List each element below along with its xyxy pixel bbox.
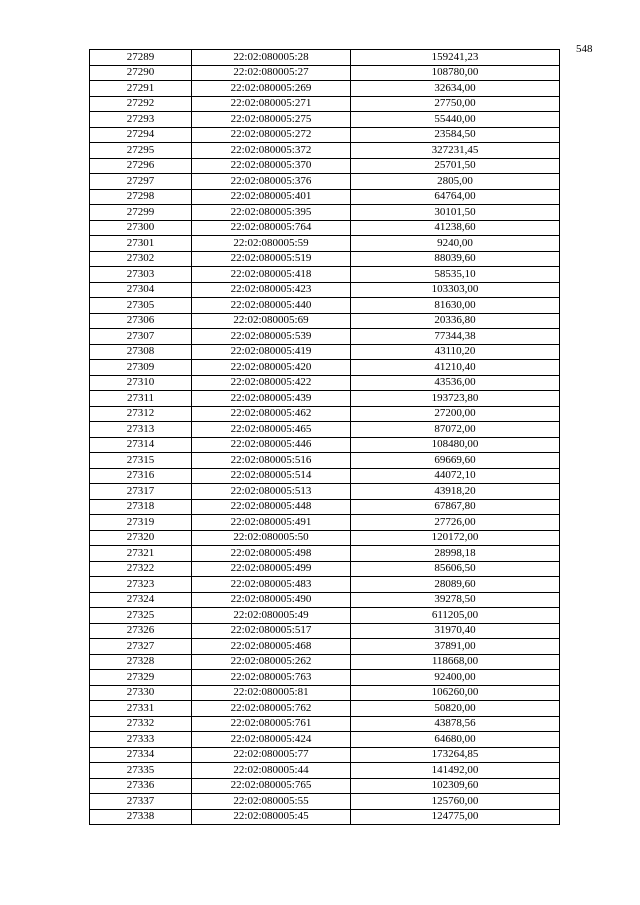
cadastral-number-cell: 22:02:080005:499 <box>192 561 351 577</box>
cadastral-value-cell: 23584,50 <box>351 127 560 143</box>
cadastral-number-cell: 22:02:080005:262 <box>192 654 351 670</box>
cadastral-value-cell: 44072,10 <box>351 468 560 484</box>
row-number-cell: 27325 <box>90 608 192 624</box>
cadastral-value-cell: 81630,00 <box>351 298 560 314</box>
row-number-cell: 27327 <box>90 639 192 655</box>
table-row <box>90 794 560 810</box>
row-number-cell: 27304 <box>90 282 192 298</box>
table-row <box>90 515 560 531</box>
cadastral-value-cell: 69669,60 <box>351 453 560 469</box>
cadastral-value-cell: 173264,85 <box>351 747 560 763</box>
cadastral-value-cell: 159241,23 <box>351 50 560 66</box>
cadastral-number-cell: 22:02:080005:465 <box>192 422 351 438</box>
cadastral-value-cell: 2805,00 <box>351 174 560 190</box>
row-number-cell: 27324 <box>90 592 192 608</box>
row-number-cell: 27313 <box>90 422 192 438</box>
cadastral-value-table <box>89 49 560 825</box>
cadastral-value-cell: 88039,60 <box>351 251 560 267</box>
row-number-cell: 27338 <box>90 809 192 825</box>
cadastral-value-cell: 611205,00 <box>351 608 560 624</box>
cadastral-number-cell: 22:02:080005:372 <box>192 143 351 159</box>
cadastral-value-cell: 108780,00 <box>351 65 560 81</box>
cadastral-value-cell: 43878,56 <box>351 716 560 732</box>
cadastral-number-cell: 22:02:080005:440 <box>192 298 351 314</box>
cadastral-value-cell: 141492,00 <box>351 763 560 779</box>
table-row <box>90 313 560 329</box>
row-number-cell: 27335 <box>90 763 192 779</box>
cadastral-number-cell: 22:02:080005:419 <box>192 344 351 360</box>
table-row <box>90 732 560 748</box>
cadastral-number-cell: 22:02:080005:448 <box>192 499 351 515</box>
table-row <box>90 96 560 112</box>
table-row <box>90 391 560 407</box>
cadastral-value-cell: 43918,20 <box>351 484 560 500</box>
table-row <box>90 127 560 143</box>
table-row <box>90 747 560 763</box>
cadastral-number-cell: 22:02:080005:516 <box>192 453 351 469</box>
row-number-cell: 27293 <box>90 112 192 128</box>
cadastral-number-cell: 22:02:080005:370 <box>192 158 351 174</box>
cadastral-value-cell: 32634,00 <box>351 81 560 97</box>
table-row <box>90 577 560 593</box>
cadastral-number-cell: 22:02:080005:395 <box>192 205 351 221</box>
table-row <box>90 375 560 391</box>
row-number-cell: 27309 <box>90 360 192 376</box>
cadastral-number-cell: 22:02:080005:468 <box>192 639 351 655</box>
cadastral-number-cell: 22:02:080005:376 <box>192 174 351 190</box>
cadastral-number-cell: 22:02:080005:69 <box>192 313 351 329</box>
table-row <box>90 546 560 562</box>
cadastral-number-cell: 22:02:080005:275 <box>192 112 351 128</box>
table-row <box>90 468 560 484</box>
table-row <box>90 112 560 128</box>
table-row <box>90 329 560 345</box>
row-number-cell: 27310 <box>90 375 192 391</box>
cadastral-value-cell: 64680,00 <box>351 732 560 748</box>
row-number-cell: 27320 <box>90 530 192 546</box>
table-row <box>90 267 560 283</box>
row-number-cell: 27312 <box>90 406 192 422</box>
cadastral-value-cell: 27200,00 <box>351 406 560 422</box>
table-row <box>90 406 560 422</box>
cadastral-number-cell: 22:02:080005:762 <box>192 701 351 717</box>
row-number-cell: 27307 <box>90 329 192 345</box>
row-number-cell: 27336 <box>90 778 192 794</box>
cadastral-number-cell: 22:02:080005:55 <box>192 794 351 810</box>
cadastral-number-cell: 22:02:080005:28 <box>192 50 351 66</box>
row-number-cell: 27326 <box>90 623 192 639</box>
table-row <box>90 143 560 159</box>
table-row <box>90 654 560 670</box>
table-row <box>90 670 560 686</box>
table-row <box>90 65 560 81</box>
cadastral-value-cell: 43110,20 <box>351 344 560 360</box>
cadastral-value-cell: 102309,60 <box>351 778 560 794</box>
table-row <box>90 344 560 360</box>
table-row <box>90 763 560 779</box>
table-row <box>90 623 560 639</box>
table-row <box>90 158 560 174</box>
table-row <box>90 639 560 655</box>
table-row <box>90 282 560 298</box>
cadastral-value-cell: 25701,50 <box>351 158 560 174</box>
row-number-cell: 27303 <box>90 267 192 283</box>
row-number-cell: 27316 <box>90 468 192 484</box>
cadastral-value-cell: 92400,00 <box>351 670 560 686</box>
row-number-cell: 27319 <box>90 515 192 531</box>
cadastral-value-cell: 118668,00 <box>351 654 560 670</box>
table-row <box>90 592 560 608</box>
row-number-cell: 27295 <box>90 143 192 159</box>
row-number-cell: 27297 <box>90 174 192 190</box>
table-row <box>90 453 560 469</box>
cadastral-number-cell: 22:02:080005:45 <box>192 809 351 825</box>
table-row <box>90 561 560 577</box>
cadastral-number-cell: 22:02:080005:539 <box>192 329 351 345</box>
cadastral-number-cell: 22:02:080005:483 <box>192 577 351 593</box>
row-number-cell: 27314 <box>90 437 192 453</box>
cadastral-value-cell: 124775,00 <box>351 809 560 825</box>
table-row <box>90 298 560 314</box>
cadastral-value-cell: 108480,00 <box>351 437 560 453</box>
row-number-cell: 27322 <box>90 561 192 577</box>
table-row <box>90 220 560 236</box>
cadastral-value-cell: 31970,40 <box>351 623 560 639</box>
cadastral-value-cell: 28089,60 <box>351 577 560 593</box>
table-row <box>90 484 560 500</box>
cadastral-number-cell: 22:02:080005:764 <box>192 220 351 236</box>
cadastral-number-cell: 22:02:080005:422 <box>192 375 351 391</box>
table-row <box>90 251 560 267</box>
row-number-cell: 27305 <box>90 298 192 314</box>
cadastral-value-cell: 193723,80 <box>351 391 560 407</box>
table-row <box>90 716 560 732</box>
cadastral-value-cell: 67867,80 <box>351 499 560 515</box>
cadastral-number-cell: 22:02:080005:514 <box>192 468 351 484</box>
table-row <box>90 530 560 546</box>
row-number-cell: 27298 <box>90 189 192 205</box>
cadastral-value-cell: 125760,00 <box>351 794 560 810</box>
cadastral-value-cell: 27750,00 <box>351 96 560 112</box>
table-row <box>90 236 560 252</box>
cadastral-number-cell: 22:02:080005:272 <box>192 127 351 143</box>
cadastral-value-cell: 55440,00 <box>351 112 560 128</box>
row-number-cell: 27301 <box>90 236 192 252</box>
row-number-cell: 27334 <box>90 747 192 763</box>
cadastral-value-cell: 41238,60 <box>351 220 560 236</box>
cadastral-value-cell: 103303,00 <box>351 282 560 298</box>
cadastral-number-cell: 22:02:080005:763 <box>192 670 351 686</box>
cadastral-value-cell: 41210,40 <box>351 360 560 376</box>
row-number-cell: 27292 <box>90 96 192 112</box>
row-number-cell: 27306 <box>90 313 192 329</box>
cadastral-number-cell: 22:02:080005:49 <box>192 608 351 624</box>
cadastral-value-cell: 64764,00 <box>351 189 560 205</box>
row-number-cell: 27318 <box>90 499 192 515</box>
cadastral-number-cell: 22:02:080005:423 <box>192 282 351 298</box>
table-row <box>90 685 560 701</box>
row-number-cell: 27289 <box>90 50 192 66</box>
row-number-cell: 27332 <box>90 716 192 732</box>
cadastral-number-cell: 22:02:080005:420 <box>192 360 351 376</box>
cadastral-number-cell: 22:02:080005:77 <box>192 747 351 763</box>
cadastral-number-cell: 22:02:080005:59 <box>192 236 351 252</box>
table-row <box>90 809 560 825</box>
cadastral-number-cell: 22:02:080005:491 <box>192 515 351 531</box>
cadastral-value-cell: 87072,00 <box>351 422 560 438</box>
table-row <box>90 422 560 438</box>
cadastral-number-cell: 22:02:080005:44 <box>192 763 351 779</box>
cadastral-value-cell: 327231,45 <box>351 143 560 159</box>
cadastral-number-cell: 22:02:080005:498 <box>192 546 351 562</box>
cadastral-value-cell: 85606,50 <box>351 561 560 577</box>
row-number-cell: 27290 <box>90 65 192 81</box>
table-row <box>90 499 560 515</box>
table-row <box>90 50 560 66</box>
cadastral-number-cell: 22:02:080005:513 <box>192 484 351 500</box>
cadastral-value-cell: 27726,00 <box>351 515 560 531</box>
cadastral-number-cell: 22:02:080005:761 <box>192 716 351 732</box>
table-row <box>90 360 560 376</box>
cadastral-value-cell: 120172,00 <box>351 530 560 546</box>
row-number-cell: 27299 <box>90 205 192 221</box>
table-row <box>90 778 560 794</box>
row-number-cell: 27321 <box>90 546 192 562</box>
cadastral-value-cell: 106260,00 <box>351 685 560 701</box>
row-number-cell: 27333 <box>90 732 192 748</box>
cadastral-number-cell: 22:02:080005:446 <box>192 437 351 453</box>
cadastral-number-cell: 22:02:080005:765 <box>192 778 351 794</box>
cadastral-value-cell: 28998,18 <box>351 546 560 562</box>
row-number-cell: 27323 <box>90 577 192 593</box>
row-number-cell: 27317 <box>90 484 192 500</box>
row-number-cell: 27331 <box>90 701 192 717</box>
cadastral-value-cell: 9240,00 <box>351 236 560 252</box>
cadastral-number-cell: 22:02:080005:462 <box>192 406 351 422</box>
cadastral-number-cell: 22:02:080005:50 <box>192 530 351 546</box>
page-number: 548 <box>576 43 593 55</box>
cadastral-number-cell: 22:02:080005:81 <box>192 685 351 701</box>
cadastral-value-cell: 77344,38 <box>351 329 560 345</box>
row-number-cell: 27337 <box>90 794 192 810</box>
row-number-cell: 27302 <box>90 251 192 267</box>
cadastral-value-cell: 30101,50 <box>351 205 560 221</box>
row-number-cell: 27311 <box>90 391 192 407</box>
table-row <box>90 81 560 97</box>
cadastral-number-cell: 22:02:080005:517 <box>192 623 351 639</box>
row-number-cell: 27330 <box>90 685 192 701</box>
cadastral-number-cell: 22:02:080005:439 <box>192 391 351 407</box>
table-body <box>90 50 560 825</box>
row-number-cell: 27291 <box>90 81 192 97</box>
cadastral-number-cell: 22:02:080005:490 <box>192 592 351 608</box>
cadastral-number-cell: 22:02:080005:418 <box>192 267 351 283</box>
cadastral-value-cell: 37891,00 <box>351 639 560 655</box>
row-number-cell: 27315 <box>90 453 192 469</box>
cadastral-value-cell: 20336,80 <box>351 313 560 329</box>
row-number-cell: 27329 <box>90 670 192 686</box>
cadastral-number-cell: 22:02:080005:269 <box>192 81 351 97</box>
table-row <box>90 205 560 221</box>
row-number-cell: 27294 <box>90 127 192 143</box>
cadastral-number-cell: 22:02:080005:424 <box>192 732 351 748</box>
table-row <box>90 174 560 190</box>
cadastral-number-cell: 22:02:080005:519 <box>192 251 351 267</box>
cadastral-value-cell: 43536,00 <box>351 375 560 391</box>
cadastral-value-cell: 50820,00 <box>351 701 560 717</box>
cadastral-number-cell: 22:02:080005:271 <box>192 96 351 112</box>
table-row <box>90 437 560 453</box>
table-row <box>90 189 560 205</box>
table-row <box>90 701 560 717</box>
row-number-cell: 27296 <box>90 158 192 174</box>
row-number-cell: 27300 <box>90 220 192 236</box>
cadastral-value-cell: 58535,10 <box>351 267 560 283</box>
row-number-cell: 27308 <box>90 344 192 360</box>
table-row <box>90 608 560 624</box>
cadastral-number-cell: 22:02:080005:27 <box>192 65 351 81</box>
cadastral-value-cell: 39278,50 <box>351 592 560 608</box>
cadastral-number-cell: 22:02:080005:401 <box>192 189 351 205</box>
row-number-cell: 27328 <box>90 654 192 670</box>
